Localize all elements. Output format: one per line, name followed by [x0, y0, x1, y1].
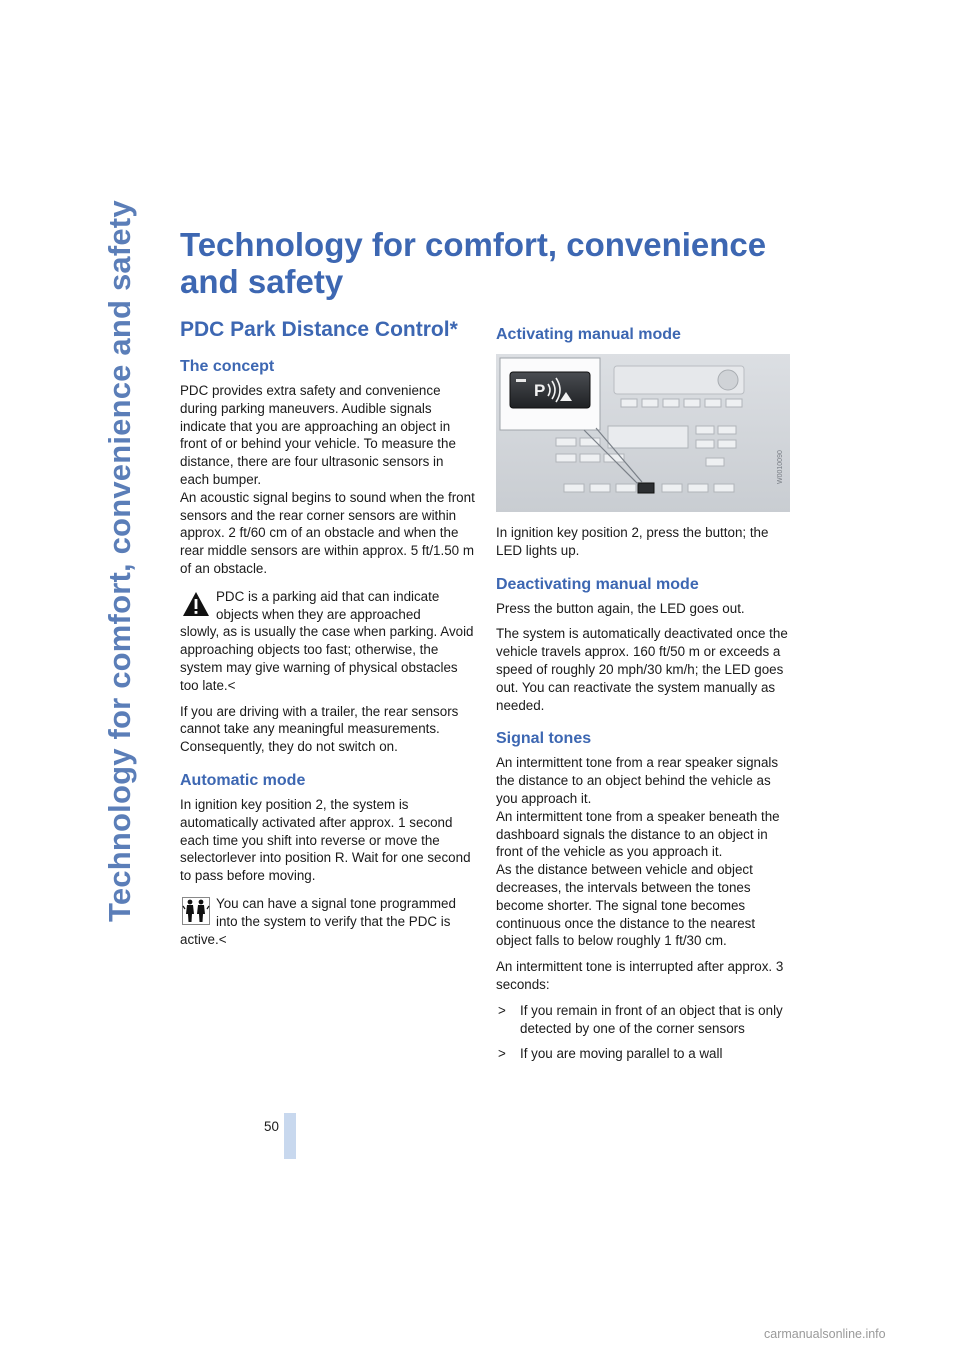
- page-number: 50: [264, 1119, 279, 1134]
- bullet-marker: >: [498, 1046, 506, 1062]
- bullet-text-2: If you are moving parallel to a wall: [520, 1046, 723, 1062]
- sidebar-chapter-title: [100, 200, 160, 922]
- warning-text-rest: slowly, as is usually the case when parking. Avoid approaching objects too fast; otherwise, the system may give warning of physical obstacles too late.<: [180, 624, 474, 693]
- tip-note: [180, 895, 476, 948]
- paragraph-automatic: In ignition key position 2, the system is automatically activated after approx. 1 second each time you shift into reverse or move the selectorlever into position R. Wait for one second to pass before moving.: [180, 796, 471, 884]
- subheading-activating: Activating manual mode: [496, 326, 681, 343]
- page-title: Technology for comfort, convenience and safety: [180, 226, 767, 300]
- list-item: [496, 1045, 792, 1063]
- paragraph-concept-1: PDC provides extra safety and convenience during parking maneuvers. Audible signals indicate that you are approaching an object in front of or behind your vehicle. To measure the distance, there are four ultrasonic sensors in each bumper.: [180, 383, 456, 487]
- tip-text-start: You can have a signal tone programmed into the system to verify that the PDC is: [216, 895, 456, 929]
- paragraph-deactivating-1: Press the button again, the LED goes out.: [496, 600, 745, 616]
- warning-text-start: PDC is a parking aid that can indicate objects when they are approached: [216, 588, 440, 622]
- bullet-marker: >: [498, 1002, 506, 1018]
- list-item: [496, 1002, 792, 1038]
- paragraph-signal-1: An intermittent tone from a rear speaker signals the distance to an object behind the vehicle as you approach it.: [496, 755, 779, 806]
- subheading-concept: The concept: [180, 358, 275, 375]
- sidebar-chapter-label: Technology for comfort, convenience and safety: [102, 200, 137, 922]
- image-code-label: W0010090: [777, 450, 784, 484]
- section-heading-pdc: PDC Park Distance Control*: [180, 318, 458, 341]
- warning-note: [180, 588, 476, 695]
- paragraph-trailer: If you are driving with a trailer, the rear sensors cannot take any meaningful measurements. Consequently, they do not switch on.: [180, 703, 459, 755]
- subheading-signal-tones: Signal tones: [496, 730, 592, 748]
- right-column: [496, 326, 792, 1071]
- paragraph-signal-4: An intermittent tone is interrupted after approx. 3 seconds:: [496, 959, 784, 992]
- paragraph-signal-3: As the distance between vehicle and object decreases, the intervals between the tones become shorter. The signal tone becomes continuous once the distance to the nearest object falls to below roughly 1 ft/30 cm.: [496, 862, 756, 949]
- watermark-text: carmanualsonline.info: [764, 1327, 886, 1341]
- paragraph-deactivating-2: The system is automatically deactivated once the vehicle travels approx. 160 ft/50 m or exceeds a speed of roughly 20 mph/30 km/h; the LED goes out. You can reactivate the system manually as needed.: [496, 626, 788, 713]
- bullet-text-1: If you remain in front of an object that is only detected by one of the corner sensors: [520, 1002, 783, 1036]
- tip-text-rest: active.<: [180, 931, 227, 947]
- left-column: [180, 318, 476, 956]
- people-tip-icon: [182, 897, 210, 925]
- subheading-automatic: Automatic mode: [180, 771, 306, 789]
- paragraph-activating: In ignition key position 2, press the button; the LED lights up.: [496, 525, 769, 558]
- dashboard-pdc-image: [496, 354, 790, 512]
- subheading-deactivating: Deactivating manual mode: [496, 575, 699, 593]
- svg-text:P: P: [534, 381, 546, 400]
- paragraph-concept-2: An acoustic signal begins to sound when the front sensors and the rear corner sensors are within approx. 2 ft/60 cm of an obstacle and when the rear middle sensors are within approx. 5 ft/1.50 m of an obstacle.: [180, 489, 475, 576]
- warning-triangle-icon: [182, 590, 210, 618]
- page-number-bar: [284, 1113, 296, 1159]
- paragraph-signal-2: An intermittent tone from a speaker beneath the dashboard signals the distance to an object in front of the vehicle as you approach it.: [496, 808, 780, 860]
- pdc-button-illustration: [496, 354, 790, 512]
